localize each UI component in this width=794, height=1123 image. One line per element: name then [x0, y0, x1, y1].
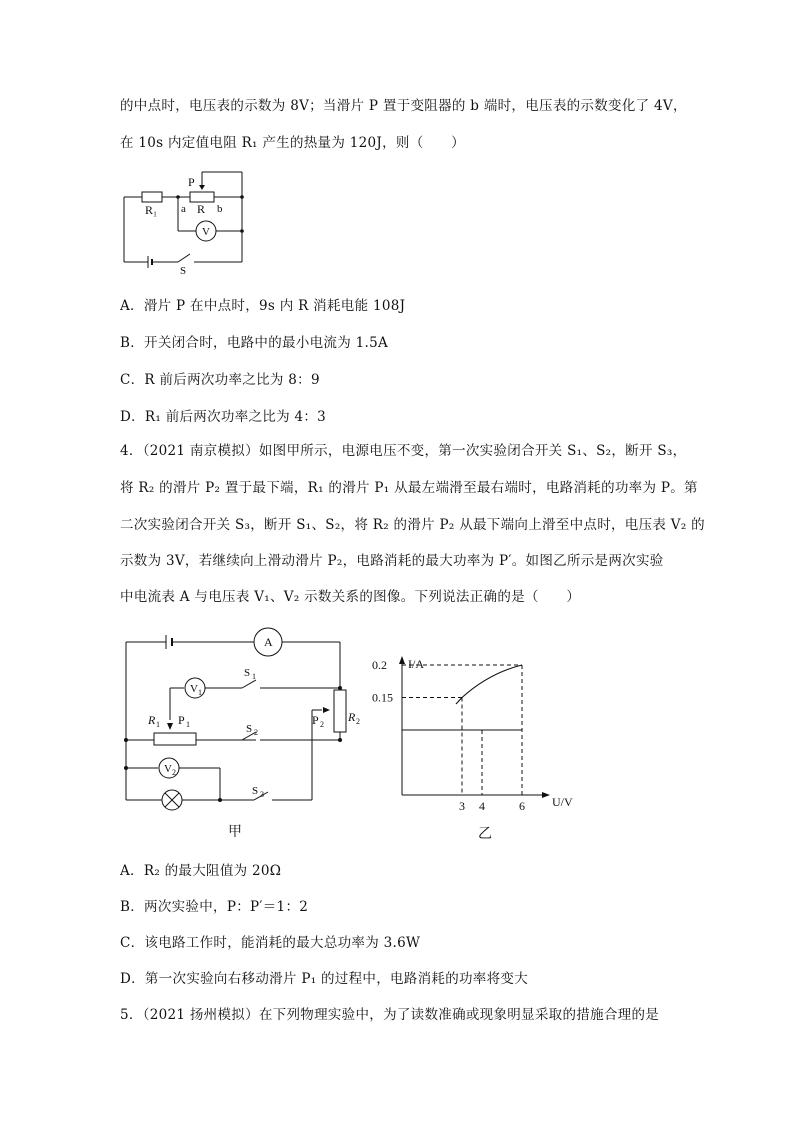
- label-p1-sub: 1: [186, 720, 190, 729]
- label-s1-sub: 1: [252, 672, 256, 681]
- label-v2-sub: 2: [172, 768, 176, 777]
- q4-text-line-1: 4．（2021 南京模拟）如图甲所示，电源电压不变，第一次实验闭合开关 S₁、S₂，断开 S₃，: [120, 443, 687, 459]
- q4-option-b: B．两次实验中，P：P′＝1：2: [120, 899, 309, 915]
- series-curve: [456, 665, 522, 704]
- y-tick-label-0: 0.15: [372, 690, 393, 705]
- q5-text-line-1: 5．（2021 扬州模拟）在下列物理实验中，为了读数准确或现象明显采取的措施合理的是: [120, 1007, 660, 1023]
- label-r1: R₁: [145, 203, 158, 217]
- label-p2-sub: 2: [320, 720, 324, 729]
- q4-option-c: C．该电路工作时，能消耗的最大总功率为 3.6W: [120, 935, 421, 951]
- q4-option-d: D．第一次实验向右移动滑片 P₁ 的过程中，电路消耗的功率将变大: [120, 971, 529, 987]
- label-v2: V: [164, 763, 172, 775]
- q4-text-line-5: 中电流表 A 与电压表 V₁、V₂ 示数关系的图像。下列说法正确的是（ ）: [120, 589, 581, 605]
- q4-circuit-diagram-jia: [118, 624, 368, 844]
- label-r1-sub: 1: [156, 720, 160, 729]
- label-s2-sub: 2: [254, 728, 258, 737]
- x-tick-label-1: 4: [479, 799, 485, 813]
- resistor-r1: [142, 192, 162, 202]
- q4-text-line-2: 将 R₂ 的滑片 P₂ 置于最下端，R₁ 的滑片 P₁ 从最左端滑至最右端时，电路消耗的功率为 P。第: [120, 480, 698, 496]
- label-p2: P: [312, 713, 319, 727]
- x-tick-label-0: 3: [459, 799, 465, 813]
- label-p1: P: [178, 713, 185, 727]
- label-r2: R: [348, 710, 356, 724]
- q4-text-line-3: 二次实验闭合开关 S₃，断开 S₁、S₂，将 R₂ 的滑片 P₂ 从最下端向上滑至中点时，电压表 V₂ 的: [120, 517, 705, 533]
- resistor-r2: [334, 690, 346, 732]
- q3-option-d: D．R₁ 前后两次功率之比为 4：3: [120, 409, 327, 425]
- resistor-r: [190, 192, 214, 202]
- label-r: R: [197, 202, 206, 216]
- label-v: V: [202, 226, 210, 238]
- switch-s: [178, 254, 190, 262]
- caption-jia: 甲: [228, 825, 242, 840]
- label-s1: S: [244, 667, 251, 679]
- y-axis-label: I/A: [408, 657, 424, 671]
- q4-text-line-4: 示数为 3V，若继续向上滑动滑片 P₂，电路消耗的最大功率为 P′。如图乙所示是两次实验: [120, 553, 664, 569]
- label-s3: S: [252, 785, 259, 797]
- label-r1: R: [148, 713, 156, 727]
- q4-option-a: A．R₂ 的最大阻值为 20Ω: [120, 863, 282, 879]
- label-v1-sub: 1: [198, 688, 202, 697]
- q3-text-line-2: 在 10s 内定值电阻 R₁ 产生的热量为 120J，则（ ）: [120, 135, 465, 151]
- q3-option-b: B．开关闭合时，电路中的最小电流为 1.5A: [120, 335, 389, 351]
- x-tick-label-2: 6: [519, 799, 525, 813]
- label-v1: V: [190, 683, 198, 695]
- label-p: P: [188, 175, 195, 189]
- label-s2: S: [246, 723, 253, 735]
- switch-s1: [242, 680, 256, 688]
- q4-graph-yi: [370, 648, 590, 848]
- label-a: a: [181, 203, 186, 215]
- label-b: b: [217, 203, 223, 215]
- label-s3-sub: 3: [260, 790, 264, 799]
- label-a: A: [264, 635, 273, 649]
- q3-text-line-1: 的中点时，电压表的示数为 8V；当滑片 P 置于变阻器的 b 端时，电压表的示数变化了 4V，: [120, 98, 687, 114]
- caption-yi: 乙: [478, 827, 492, 842]
- label-r2-sub: 2: [356, 717, 360, 726]
- x-axis-label: U/V: [552, 795, 573, 809]
- q3-option-c: C．R 前后两次功率之比为 8：9: [120, 372, 320, 388]
- y-tick-label-1: 0.2: [372, 658, 387, 672]
- resistor-r1: [154, 733, 196, 745]
- q3-circuit-diagram: [118, 168, 258, 280]
- q3-option-a: A．滑片 P 在中点时，9s 内 R 消耗电能 108J: [120, 298, 406, 314]
- label-s: S: [180, 265, 187, 277]
